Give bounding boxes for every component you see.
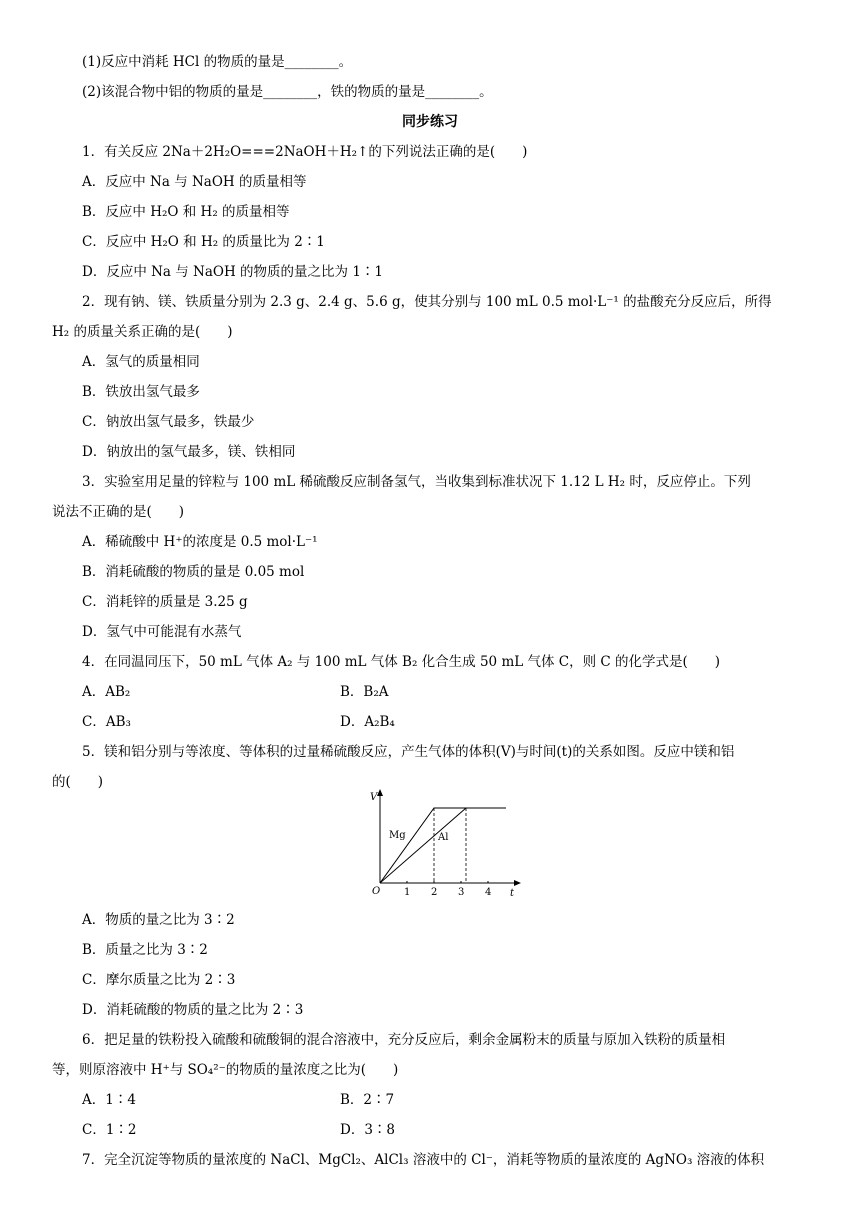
answer-option: B．质量之比为 3∶2 [82, 942, 208, 958]
answer-option: A．1∶4 [82, 1092, 136, 1108]
question-text: 7．完全沉淀等物质的量浓度的 NaCl、MgCl₂、AlCl₃ 溶液中的 Cl⁻，消耗等物质的量浓度的 AgNO₃ 溶液的体积 [82, 1152, 765, 1168]
x-tick-label: 3 [458, 887, 465, 898]
answer-option: D．氢气中可能混有水蒸气 [82, 624, 242, 640]
answer-option: D．反应中 Na 与 NaOH 的物质的量之比为 1∶1 [82, 264, 384, 280]
answer-option: C．1∶2 [82, 1122, 137, 1138]
question-text: 6．把足量的铁粉投入硫酸和硫酸铜的混合溶液中，充分反应后，剩余金属粉末的质量与原加入铁粉的质量相 [82, 1032, 726, 1048]
answer-option: D．A₂B₄ [340, 714, 395, 730]
x-tick-label: 4 [485, 887, 492, 898]
answer-option: B．B₂A [340, 684, 389, 700]
answer-option: A．物质的量之比为 3∶2 [82, 912, 235, 928]
curves [380, 808, 506, 883]
question-text: 2．现有钠、镁、铁质量分别为 2.3 g、2.4 g、5.6 g，使其分别与 100 mL 0.5 mol·L⁻¹ 的盐酸充分反应后，所得 [82, 294, 772, 310]
x-axis-label: t [510, 888, 515, 899]
answer-option: A．氢气的质量相同 [82, 354, 200, 370]
answer-option: C．消耗锌的质量是 3.25 g [82, 594, 248, 610]
answer-option: B．消耗硫酸的物质的量是 0.05 mol [82, 564, 305, 580]
section-title: 同步练习 [402, 114, 458, 130]
answer-option: D．钠放出的氢气最多，镁、铁相同 [82, 444, 296, 460]
question-text: 3．实验室用足量的锌粒与 100 mL 稀硫酸反应制备氢气，当收集到标准状况下 1.12 L H₂ 时，反应停止。下列 [82, 474, 751, 490]
question-text: 说法不正确的是( ) [52, 504, 185, 520]
al-label: Al [438, 832, 449, 843]
answer-option: A．稀硫酸中 H⁺的浓度是 0.5 mol·L⁻¹ [82, 534, 318, 550]
answer-option: C．反应中 H₂O 和 H₂ 的质量比为 2∶1 [82, 234, 325, 250]
mg-curve [380, 808, 506, 883]
answer-option: B．铁放出氢气最多 [82, 384, 200, 400]
question-text: 的( ) [52, 774, 104, 790]
answer-option: D．消耗硫酸的物质的量之比为 2∶3 [82, 1002, 304, 1018]
answer-option: B．2∶7 [340, 1092, 395, 1108]
mg-label: Mg [389, 830, 406, 841]
x-tick-label: 2 [431, 887, 438, 898]
volume-time-graph [366, 788, 526, 900]
question-text: 1．有关反应 2Na＋2H₂O===2NaOH＋H₂↑的下列说法正确的是( ) [82, 144, 528, 160]
answer-option: B．反应中 H₂O 和 H₂ 的质量相等 [82, 204, 290, 220]
question-text: (2)该混合物中铝的物质的量是________，铁的物质的量是________。 [82, 84, 493, 100]
question-text: 4．在同温同压下，50 mL 气体 A₂ 与 100 mL 气体 B₂ 化合生成 50 mL 气体 C，则 C 的化学式是( ) [82, 654, 721, 670]
answer-option: C．摩尔质量之比为 2∶3 [82, 972, 236, 988]
y-axis-label: V [370, 792, 378, 803]
answer-option: A．反应中 Na 与 NaOH 的质量相等 [82, 174, 307, 190]
answer-option: D．3∶8 [340, 1122, 396, 1138]
answer-option: C．AB₃ [82, 714, 131, 730]
question-text: 等，则原溶液中 H⁺与 SO₄²⁻的物质的量浓度之比为( ) [52, 1062, 399, 1078]
question-text: 5．镁和铝分别与等浓度、等体积的过量稀硫酸反应，产生气体的体积(V)与时间(t)的关系如图。反应中镁和铝 [82, 744, 735, 760]
answer-option: A．AB₂ [82, 684, 131, 700]
x-tick-label: 1 [404, 887, 411, 898]
x-ticks [404, 881, 491, 898]
origin-label: O [372, 886, 381, 897]
question-text: H₂ 的质量关系正确的是( ) [52, 324, 233, 340]
answer-option: C．钠放出氢气最多，铁最少 [82, 414, 255, 430]
question-text: (1)反应中消耗 HCl 的物质的量是________。 [82, 54, 353, 70]
al-curve [380, 808, 466, 883]
